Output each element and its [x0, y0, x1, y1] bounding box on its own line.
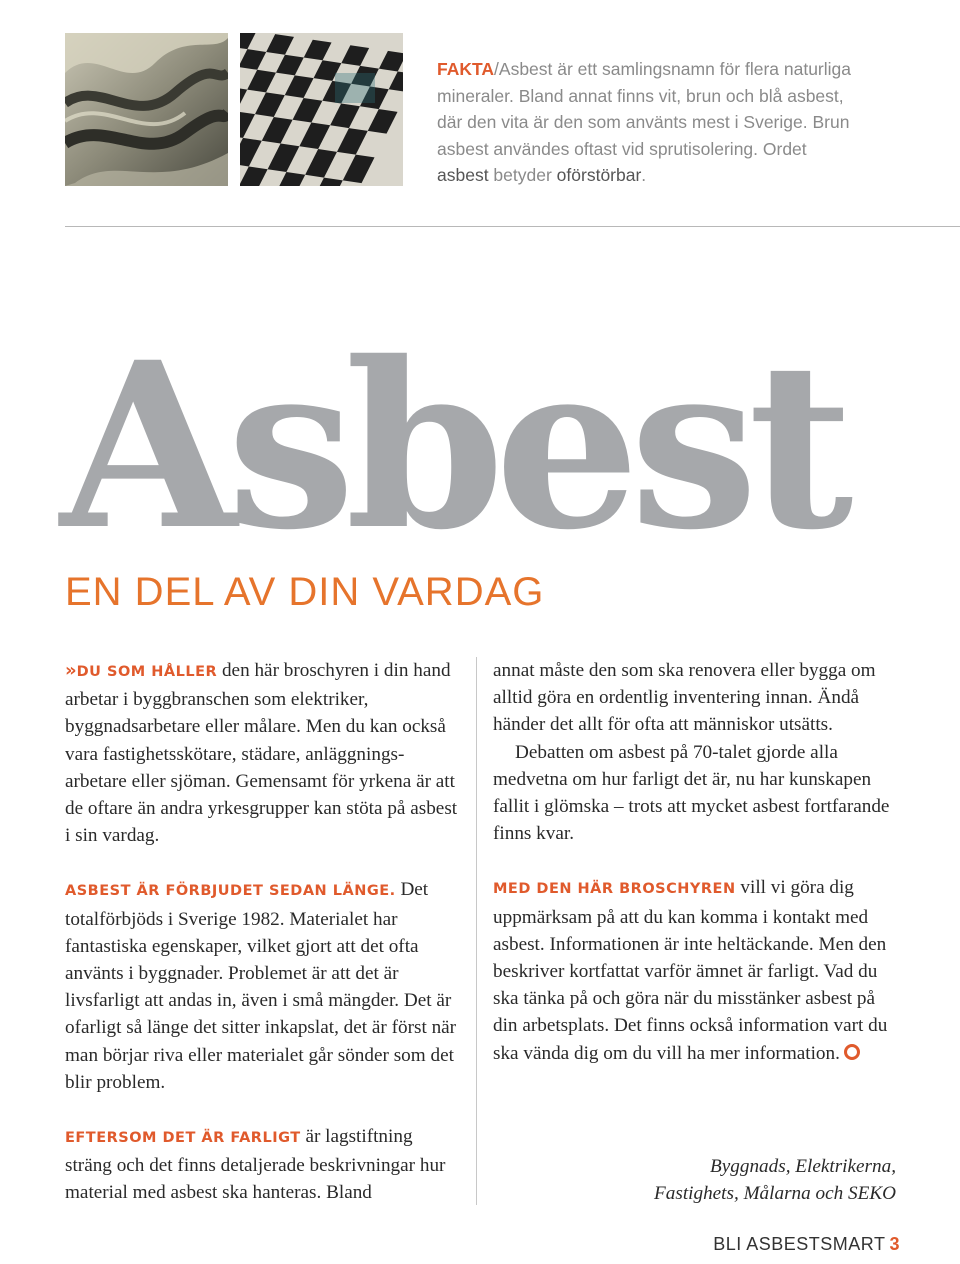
page-title: Asbest [60, 312, 844, 580]
fakta-text-2: betyder [488, 165, 557, 185]
broschyren-text: vill vi göra dig uppmärksam på att du kan komma i kontakt med asbest. Informationen är inte heltäckande. Men den beskriver kortfattat varför ämnet är farligt. Vad du ska tänka på och göra när du misstänker asbest på din arbetsplats. Det finns också information vart du ska vända dig om du vill ha mer information. [493, 877, 888, 1064]
fakta-text-3: . [641, 165, 647, 185]
paragraph-eftersom [65, 1123, 460, 1207]
lead-asbest-forbjudet: ASBEST ÄR FÖRBJUDET SEDAN LÄNGE. [65, 883, 396, 900]
paragraph-broschyren [493, 874, 903, 1066]
signature-line-2: Fastighets, Målarna och SEKO [654, 1183, 896, 1205]
lead-med-den-har: MED DEN HÄR BROSCHYREN [493, 881, 736, 898]
page-number: 3 [889, 1234, 900, 1254]
roof-photo [65, 33, 228, 186]
intro-text: den här broschyren i din hand arbetar i byggbranschen som elektriker, byggnadsarbetare eller målare. Men du kan också vara fastighetsskötare, städare, anläggnings-arbetare eller sjöman. Gemensamt för yrkena är att de oftare än andra yrkesgrupper kan stöta på asbest i sin vardag. [65, 660, 458, 847]
end-mark-icon [844, 1044, 860, 1060]
lead-eftersom: EFTERSOM DET ÄR FARLIGT [65, 1130, 301, 1147]
page-subtitle: EN DEL AV DIN VARDAG [65, 570, 545, 614]
paragraph-debatten: Debatten om asbest på 70-talet gjorde alla medvetna om hur farligt det är, nu har kunskapen fallit i glömska – trots att mycket asbest fortfarande finns kvar. [493, 741, 890, 845]
signature [536, 1153, 896, 1207]
right-column [493, 657, 903, 1067]
paragraph-continued: annat måste den som ska renovera eller bygga om alltid göra en ordentlig inventering innan. Ändå händer det allt för ofta att människor utsätts. [493, 660, 876, 736]
checkered-floor-photo [240, 33, 403, 186]
top-divider [65, 226, 960, 227]
paragraph-intro [65, 657, 460, 849]
left-column [65, 657, 460, 1207]
forbjudet-text: Det totalförbjöds i Sverige 1982. Materialet har fantastiska egenskaper, vilket gjort att det ofta använts i byggnader. Problemet är att det är livsfarligt att andas in, även i små mängder. Det är ofarligt så länge det sitter inkapslat, det är först när man börjar riva eller materialet går sönder som det blir problem. [65, 879, 457, 1093]
fakta-text-1: /Asbest är ett samlingsnamn för flera naturliga mineraler. Bland annat finns vit, brun och blå asbest, där den vita är den som använts mest i Sverige. Brun asbest användes oftast vid sprutisolering. Ordet [437, 59, 852, 159]
fakta-bold-oforstorbar: oförstörbar [556, 165, 642, 185]
column-divider [476, 657, 477, 1205]
footer-label: BLI ASBESTSMART [713, 1234, 886, 1254]
fakta-box [437, 56, 857, 189]
fakta-label: FAKTA [437, 59, 495, 79]
eftersom-text: är lagstiftning sträng och det finns detaljerade beskrivningar hur material med asbest ska hanteras. Bland [65, 1126, 446, 1204]
page-footer [713, 1234, 900, 1255]
signature-line-1: Byggnads, Elektrikerna, [710, 1156, 896, 1177]
fakta-bold-asbest: asbest [437, 165, 489, 185]
lead-du-som-haller: DU SOM HÅLLER [76, 664, 218, 680]
chevron-quote-icon: » [65, 660, 77, 681]
paragraph-forbjudet [65, 876, 460, 1096]
